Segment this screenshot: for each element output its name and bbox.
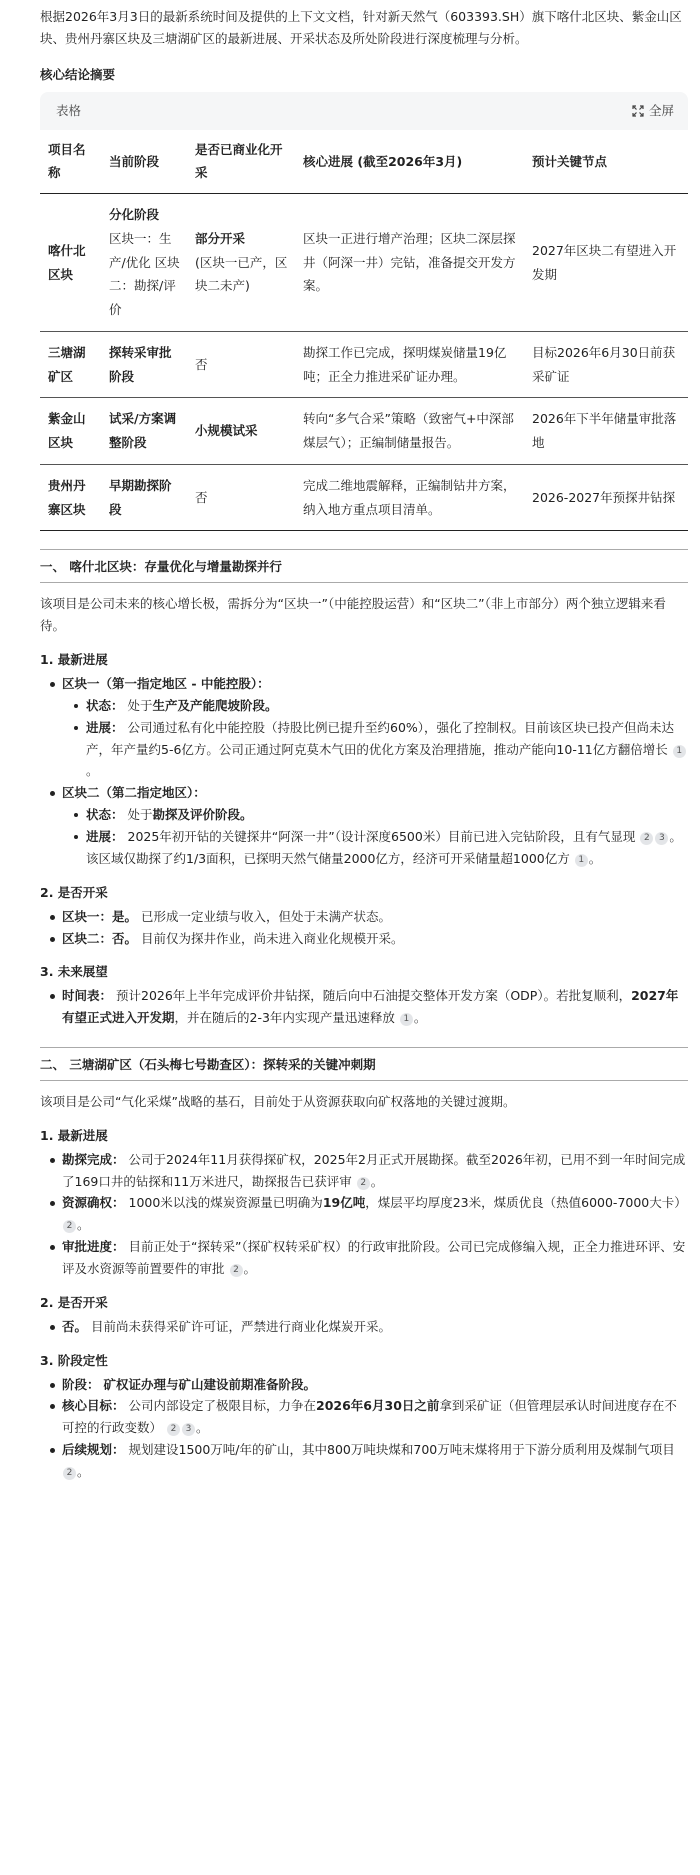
table-row (40, 194, 688, 332)
table-label: 表格 (56, 102, 82, 118)
citation-badge[interactable]: 2 (63, 1220, 76, 1233)
milestone-cell: 2026年下半年储量审批落地 (524, 398, 688, 465)
section-intro: 该项目是公司“气化采煤”战略的基石，目前处于从资源获取向矿权落地的关键过渡期。 (40, 1093, 516, 1109)
project-name-cell: 喀什北区块 (40, 194, 101, 332)
item-text: 目前仅为探井作业，尚未进入商业化规模开采。 (141, 930, 404, 946)
citation-badge[interactable]: 1 (400, 1013, 413, 1026)
stage-cell: 试采/方案调整阶段 (101, 398, 187, 465)
list-item (62, 1192, 688, 1236)
list-item (62, 1374, 688, 1396)
citation-badge[interactable]: 3 (182, 1423, 195, 1436)
col-header: 预计关键节点 (524, 130, 688, 194)
bullet-list (40, 906, 688, 950)
punct: 。 (243, 1261, 257, 1276)
item-text: 拿到采矿证（但管理层承认时间进度存在不可控的行政变数） (62, 1398, 677, 1436)
progress-cell: 勘探工作已完成，探明煤炭储量19亿吨；正全力推进采矿证办理。 (295, 331, 524, 398)
item-text: 规划建设1500万吨/年的矿山，其中800万吨块煤和700万吨末煤将用于下游分质利用及煤制气项目 (128, 1442, 675, 1458)
progress-cell: 区块一正进行增产治理；区块二深层探井（阿深一井）完钻，准备提交开发方案。 (295, 194, 524, 332)
item-bold: 2026年6月30日之前 (316, 1398, 440, 1414)
section-title: 二、 三塘湖矿区（石头梅七号勘查区）：探转采的关键冲刺期 (40, 1057, 376, 1072)
item-text: 1000米以浅的煤炭资源量已明确为 (128, 1195, 323, 1211)
citation-badge[interactable]: 1 (575, 854, 588, 867)
section-title: 一、 喀什北区块：存量优化与增量勘探并行 (40, 559, 282, 575)
item-text: 公司内部设定了极限目标，力争在 (128, 1398, 317, 1414)
stage-cell (101, 194, 187, 332)
item-bold: 生产及产能爬坡阶段。 (152, 697, 278, 713)
item-text: 预计2026年上半年完成评价井钻探，随后向中石油提交整体开发方案（ODP）。若批复顺利， (116, 988, 632, 1004)
subsection-heading: 1. 最新进展 (40, 652, 108, 667)
list-item (86, 804, 688, 826)
citation-badge[interactable]: 2 (167, 1423, 180, 1436)
item-text: 处于 (127, 697, 153, 713)
page (0, 6, 700, 1483)
table-row (40, 464, 688, 531)
project-name-cell: 贵州丹寨区块 (40, 464, 101, 531)
punct: 。 (413, 1010, 427, 1026)
table-header-bar (40, 92, 688, 130)
item-label: 核心目标： (62, 1398, 125, 1414)
list-item (86, 695, 688, 717)
milestone-cell: 2026-2027年预探井钻探 (524, 464, 688, 531)
item-text: 公司于2024年11月获得探矿权，2025年2月正式开展勘探。截至2026年初，已用不到一年时间完成了169口井的钻探和11万米进尺，勘探报告已获评审 (62, 1151, 686, 1189)
item-label: 区块一：是。 (62, 908, 138, 924)
section-divider (40, 1047, 688, 1048)
punct: 。 (370, 1173, 384, 1189)
item-text: 公司通过私有化中能控股（持股比例已提升至约60%），强化了控制权。目前该区块已投产但尚未达产，年产量约5-6亿方。公司正通过阿克莫木气田的优化方案及治理措施，推动产能向10-11亿方翻倍增长 (86, 719, 675, 757)
citation-badge[interactable]: 2 (640, 832, 653, 845)
progress-cell: 转向“多气合采”策略（致密气+中深部煤层气）；正编制储量报告。 (295, 398, 524, 465)
item-label: 勘探完成： (62, 1151, 125, 1167)
commercial-bold: 部分开采 (195, 230, 246, 246)
list-item (62, 985, 688, 1029)
table-header-row (40, 130, 688, 194)
item-bold: 矿权证办理与矿山建设前期准备阶段。 (103, 1376, 317, 1392)
punct: 。 (86, 763, 99, 779)
item-label: 进展： (86, 719, 124, 735)
item-label: 阶段： (62, 1376, 100, 1392)
item-title: 区块二（第二指定地区）： (62, 785, 206, 801)
col-header: 是否已商业化开采 (187, 130, 295, 194)
item-text: ，煤层平均厚度23米，煤质优良（热值6000-7000大卡） (365, 1195, 687, 1211)
stage-cell: 早期勘探阶段 (101, 464, 187, 531)
item-text: 2025年初开钻的关键探井“阿深一井”（设计深度6500米）目前已进入完钻阶段，且有气显现 (127, 829, 636, 844)
list-item (62, 906, 688, 928)
stage-bold: 分化阶段 (109, 207, 160, 223)
punct: 。 (196, 1420, 209, 1436)
item-label: 进展： (86, 829, 124, 844)
summary-table-card (40, 92, 688, 532)
milestone-cell: 2027年区块二有望进入开发期 (524, 194, 688, 332)
intro-paragraph: 根据2026年3月3日的最新系统时间及提供的上下文文档，针对新天然气（603393.SH）旗下喀什北区块、紫金山区块、贵州丹寨区块及三塘湖矿区的最新进展、开采状态及所处阶段进行深度梳理与分析。 (40, 9, 682, 46)
project-name-cell: 紫金山区块 (40, 398, 101, 465)
item-text: 目前尚未获得采矿许可证，严禁进行商业化煤炭开采。 (91, 1318, 392, 1334)
milestone-cell: 目标2026年6月30日前获采矿证 (524, 331, 688, 398)
list-item (86, 826, 688, 870)
subsection-heading: 2. 是否开采 (40, 1294, 108, 1310)
citation-badge[interactable]: 2 (357, 1177, 370, 1190)
item-text: 处于 (127, 807, 153, 823)
table-row (40, 331, 688, 398)
progress-cell: 完成二维地震解释，正编制钻井方案，纳入地方重点项目清单。 (295, 464, 524, 531)
item-label: 后续规划： (62, 1442, 125, 1458)
citation-badge[interactable]: 3 (655, 832, 668, 845)
fullscreen-label: 全屏 (648, 102, 674, 118)
punct: 。 (588, 850, 602, 866)
subsection-heading: 2. 是否开采 (40, 884, 108, 900)
item-title: 区块一（第一指定地区 - 中能控股）： (62, 675, 270, 691)
expand-icon (632, 105, 644, 117)
list-item (62, 1149, 688, 1193)
bullet-list (40, 1316, 688, 1338)
bullet-list (40, 1149, 688, 1280)
commercial-cell (187, 194, 295, 332)
section-divider (40, 549, 688, 550)
list-item (62, 928, 688, 950)
commercial-cell: 小规模试采 (187, 398, 295, 465)
list-item (62, 673, 688, 782)
section-divider (40, 1080, 688, 1081)
commercial-cell: 否 (187, 464, 295, 531)
list-item (62, 1439, 688, 1483)
subsection-heading: 1. 最新进展 (40, 1127, 108, 1143)
citation-badge[interactable]: 2 (63, 1467, 76, 1480)
punct: 。 (77, 1217, 90, 1233)
bullet-list (40, 1374, 688, 1483)
bullet-list (40, 673, 688, 870)
item-label: 状态： (86, 697, 124, 713)
item-label: 时间表： (62, 988, 113, 1004)
item-bold: 勘探及评价阶段。 (152, 807, 253, 823)
item-label: 区块二：否。 (62, 930, 138, 946)
item-label: 否。 (62, 1318, 88, 1334)
item-text: 。该区域仅勘探了约1/3面积，已探明天然气储量2000亿方，经济可开采储量超1000亿方 (86, 829, 682, 866)
bullet-list (40, 985, 688, 1029)
col-header: 核心进展 (截至2026年3月) (295, 130, 524, 194)
item-bold: 19亿吨 (322, 1195, 366, 1211)
col-header: 项目名称 (40, 130, 101, 194)
subsection-heading: 3. 未来展望 (40, 964, 108, 980)
punct: 。 (77, 1464, 90, 1479)
table-row (40, 398, 688, 465)
item-text: 已形成一定业绩与收入，但处于未满产状态。 (141, 908, 392, 924)
list-item (62, 1395, 688, 1439)
list-item (86, 717, 688, 783)
summary-table (40, 130, 688, 532)
citation-badge[interactable]: 1 (673, 745, 686, 758)
fullscreen-button[interactable] (632, 100, 674, 122)
project-name-cell: 三塘湖矿区 (40, 331, 101, 398)
list-item (62, 1316, 688, 1338)
section-intro: 该项目是公司未来的核心增长极，需拆分为“区块一”（中能控股运营）和“区块二”（非上市部分）两个独立逻辑来看待。 (40, 596, 666, 634)
list-item (62, 782, 688, 870)
stage-detail: 区块一：生产/优化 区块二：勘探/评价 (109, 230, 180, 318)
item-bold: 2027年有望正式进入开发期 (62, 988, 679, 1026)
summary-heading: 核心结论摘要 (40, 66, 116, 82)
commercial-cell: 否 (187, 331, 295, 398)
list-item (62, 1236, 688, 1280)
item-text: 目前正处于“探转采”（探矿权转采矿权）的行政审批阶段。公司已完成修编入规，正全力推进环评、安评及水资源等前置要件的审批 (62, 1239, 686, 1276)
citation-badge[interactable]: 2 (230, 1264, 243, 1277)
item-label: 状态： (86, 807, 124, 823)
section-divider (40, 582, 688, 583)
stage-cell: 探转采审批阶段 (101, 331, 187, 398)
item-text: ，并在随后的2-3年内实现产量迅速释放 (174, 1010, 395, 1026)
commercial-detail: (区块一已产，区块二未产) (195, 254, 288, 294)
subsection-heading: 3. 阶段定性 (40, 1352, 108, 1368)
col-header: 当前阶段 (101, 130, 187, 194)
item-label: 资源确权： (62, 1195, 125, 1211)
item-label: 审批进度： (62, 1239, 125, 1255)
